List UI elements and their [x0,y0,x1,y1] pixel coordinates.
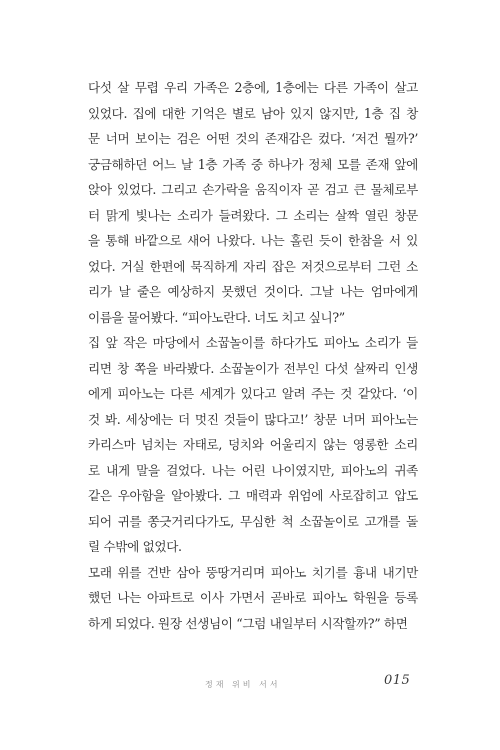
text-line: 앉아 있었다. 그리고 손가락을 움직이자 곧 검고 큰 물체로부 [88,182,418,197]
text-line: 있었다. 집에 대한 기억은 별로 남아 있지 않지만, 1층 집 창 [88,105,418,121]
text-line: 릴 수밖에 없었다. [88,539,182,554]
text-line: 같은 우아함을 알아봤다. 그 매력과 위엄에 사로잡히고 압도 [88,488,418,503]
text-line: 되어 귀를 쫑긋거리다가도, 무심한 척 소꿉놀이로 고개를 돌 [88,513,418,529]
text-line: 었다. 거실 한편에 묵직하게 자리 잡은 저것으로부터 그런 소 [88,258,418,274]
text-line: 터 맑게 빛나는 소리가 들려왔다. 그 소리는 살짝 열린 창문 [88,207,418,223]
text-line: 이름을 물어봤다. “피아노란다. 너도 치고 싶니?” [88,309,345,325]
text-line: 궁금해하던 어느 날 1층 가족 중 하나가 정체 모를 존재 앞에 [88,156,418,172]
text-line: 하게 되었다. 원장 선생님이 “그럼 내일부터 시작할까?” 하면 [88,615,408,631]
text-line: 했던 나는 아파트로 이사 가면서 곧바로 피아노 학원을 등록 [88,590,418,605]
text-line: 을 통해 바깥으로 새어 나왔다. 나는 홀린 듯이 한참을 서 있 [88,233,418,248]
body-text [88,75,418,636]
text-line: 모래 위를 건반 삼아 뚱땅거리며 피아노 치기를 흉내 내기만 [88,564,418,580]
text-line: 카리스마 넘치는 자태로, 덩치와 어울리지 않는 영롱한 소리 [88,437,418,452]
text-line: 다섯 살 무렵 우리 가족은 2층에, 1층에는 다른 가족이 살고 [88,80,418,95]
page-footer [0,673,500,693]
text-line: 리가 날 줄은 예상하지 못했던 것이다. 그날 나는 엄마에게 [88,284,418,299]
running-title: 정재 위비 서서 [205,680,281,689]
page-number: 015 [384,673,411,688]
text-line: 문 너머 보이는 검은 어떤 것의 존재감은 컸다. ‘저건 뭘까?’ [88,131,418,146]
text-line: 로 내게 말을 걸었다. 나는 어린 나이였지만, 피아노의 귀족 [88,462,418,478]
text-line: 리면 창 쪽을 바라봤다. 소꿉놀이가 전부인 다섯 살짜리 인생 [88,360,418,376]
text-line: 것 봐. 세상에는 더 멋진 것들이 많다고!’ 창문 너머 피아노는 [88,411,418,427]
text-line: 에게 피아노는 다른 세계가 있다고 알려 주는 것 같았다. ‘이 [88,386,418,401]
text-line: 집 앞 작은 마당에서 소꿉놀이를 하다가도 피아노 소리가 들 [88,335,418,350]
